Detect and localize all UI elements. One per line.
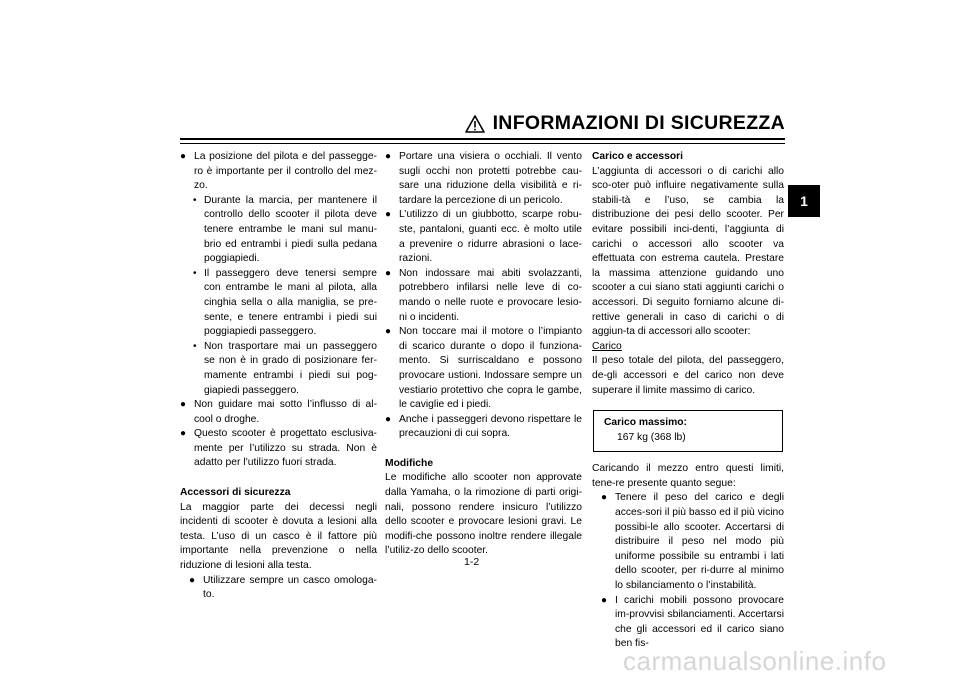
list-item: ● Portare una visiera o occhiali. Il vento sugli occhi non protetti potrebbe cau-sare una riduzione della visibilità e ri-tardare la percezione di un pericolo. — [385, 150, 582, 208]
bullet-icon: ● — [180, 151, 187, 162]
bullet-icon: ● — [385, 209, 392, 221]
page-title — [465, 112, 785, 135]
list-item: ● L’utilizzo di un giubbotto, scarpe robu-ste, pantaloni, guanti ecc. è molto utile a prevenire o ridurre abrasioni o lace-razioni. — [385, 208, 582, 266]
sub-list-item: • Durante la marcia, per mantenere il controllo dello scooter il pilota deve tenere entrambe le mani sul manu-brio ed entrambi i piedi sulla pedana poggiapiedi. — [193, 194, 377, 267]
bullet-icon: ● — [385, 151, 392, 162]
bullet-icon: ● — [385, 413, 392, 425]
list-item: ● Non toccare mai il motore o l’impianto di scarico durante o dopo il funziona-mento. Si surriscaldano e possono provocare ustioni. Indossare sempre un vestiario protettivo che copra le gambe, le caviglie ed i piedi. — [385, 325, 582, 413]
bullet-icon: ● — [189, 574, 196, 586]
column-2 — [385, 150, 582, 559]
max-load-box — [593, 410, 783, 452]
subheading: Carico — [592, 340, 622, 352]
list-item: ● Utilizzare sempre un casco omologa-to. — [189, 574, 377, 603]
page-number: 1-2 — [464, 556, 480, 568]
warning-icon — [465, 115, 485, 133]
header-rule-thin — [180, 143, 785, 144]
dot-icon: • — [193, 340, 197, 352]
list-item: ● Non guidare mai sotto l’influsso di al-cool o droghe. — [180, 398, 377, 427]
bullet-icon: ● — [180, 399, 187, 411]
paragraph: Le modifiche allo scooter non approvate dalla Yamaha, o la rimozione di parti origi-nali, possono rendere insicuro l’utilizzo dello scooter e provocare lesioni gravi. Le modifi-che possono inoltre rendere illegale l’utiliz-zo dello scooter. — [385, 472, 582, 557]
list-item: ● La posizione del pilota e del passegge-ro è importante per il controllo del mez-zo. — [180, 150, 377, 194]
paragraph: Il peso totale del pilota, del passeggero, de-gli accessori e del carico non deve superare il limite massimo di carico. — [592, 355, 784, 396]
column-1 — [180, 150, 377, 603]
bullet-icon: ● — [385, 267, 392, 279]
list-item: ● Non indossare mai abiti svolazzanti, potrebbero infilarsi nelle leve di co-mando o nelle ruote e provocare lesio-ni o incidenti. — [385, 267, 582, 325]
paragraph: La maggior parte dei decessi negli incidenti di scooter è dovuta a lesioni alla testa. L’uso di un casco è il fattore più importante nella prevenzione o nella riduzione di lesioni alla testa. — [180, 501, 377, 572]
bullet-icon: ● — [180, 428, 187, 440]
sub-list-item: • Non trasportare mai un passeggero se non è in grado di posizionare fer-mamente entrambi i piedi sui pog-giapiedi passeggero. — [193, 340, 377, 398]
paragraph: Caricando il mezzo entro questi limiti, tene-re presente quanto segue: — [592, 463, 784, 489]
bullet-icon: ● — [385, 326, 392, 338]
dot-icon: • — [193, 194, 197, 206]
page-header — [180, 112, 785, 152]
sub-list-item: • Il passeggero deve tenersi sempre con entrambe le mani al pilota, alla cinghia sella o alla maniglia, se pre-sente, e tenere entrambi i piedi sui poggiapiedi passeggero. — [193, 267, 377, 340]
section-heading: Modifiche — [385, 457, 434, 469]
list-item: ● Anche i passeggeri devono rispettare le precauzioni di cui sopra. — [385, 413, 582, 442]
column-3 — [592, 150, 784, 652]
list-item: ● I carichi mobili possono provocare im-provvisi sbilanciamenti. Accertarsi che gli accessori ed il carico siano ben fis- — [601, 594, 784, 652]
dot-icon: • — [193, 267, 197, 279]
list-item: ● Questo scooter è progettato esclusiva-mente per l’utilizzo su strada. Non è adatto per l’utilizzo fuori strada. — [180, 427, 377, 471]
header-rule-thick — [180, 138, 785, 140]
list-item: ● Tenere il peso del carico e degli acces-sori il più basso ed il più vicino possibi-le allo scooter. Accertarsi di distribuire il peso nel modo più uniforme possibile su entrambi i lati dello scooter, per ri-durre al minimo lo sbilanciamento o l’instabilità. — [601, 491, 784, 593]
bullet-icon: ● — [601, 492, 608, 504]
max-load-title: Carico massimo: — [604, 417, 687, 429]
page-title-text: INFORMAZIONI DI SICUREZZA — [492, 112, 785, 134]
chapter-tab: 1 — [788, 185, 820, 217]
max-load-value: 167 kg (368 lb) — [617, 431, 686, 443]
bullet-icon: ● — [601, 594, 608, 606]
section-heading: Carico e accessori — [592, 151, 684, 162]
watermark: carmanualsonline.info — [623, 646, 887, 676]
paragraph: L’aggiunta di accessori o di carichi allo sco-oter può influire negativamente sulla stabili-tà e l’uso, se cambia la distribuzione dei pesi dello scooter. Per evitare possibili inci-denti, l’aggiunta di carichi o accessori allo scooter va effettuata con estrema cautela. Prestare la massima attenzione guidando uno scooter a cui siano stati aggiunti carichi o accessori. Di seguito forniamo alcune di-rettive generali in caso di carichi o di aggiun-ta di accessori allo scooter: — [592, 165, 784, 338]
section-heading: Accessori di sicurezza — [180, 487, 291, 499]
